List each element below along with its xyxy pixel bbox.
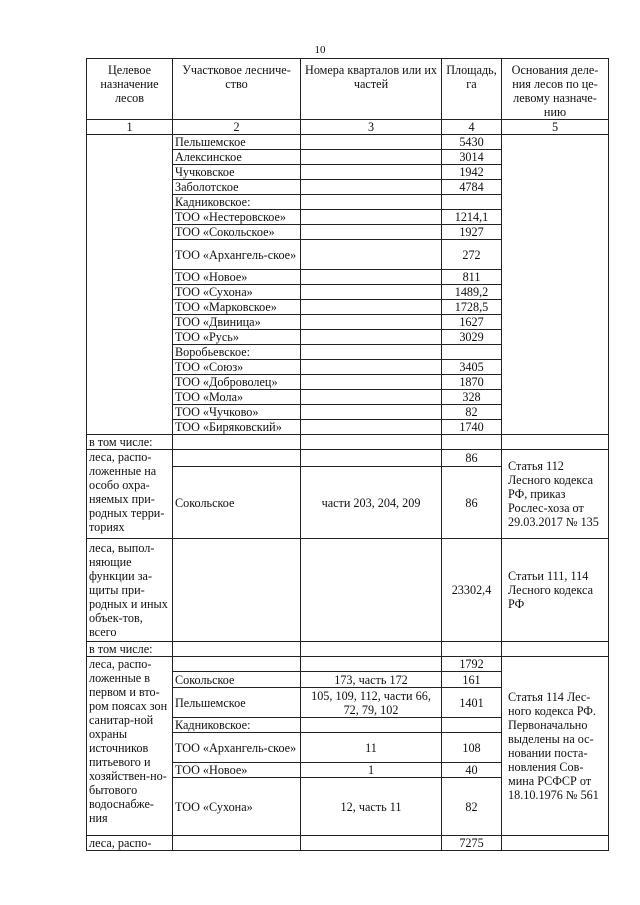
area-cell <box>442 718 502 733</box>
area-cell: 811 <box>442 270 502 285</box>
area-cell <box>442 345 502 360</box>
header-forestry: Участковое лесниче-ство <box>173 59 301 120</box>
forestry-cell: Кадниковское: <box>173 718 301 733</box>
area-cell: 328 <box>442 390 502 405</box>
forestry-cell: ТОО «Архангель-ское» <box>173 240 301 270</box>
forestry-cell: Воробьевское: <box>173 345 301 360</box>
forest-purpose-table <box>86 58 609 851</box>
purpose-cell-empty <box>87 135 173 435</box>
area-cell: 1728,5 <box>442 300 502 315</box>
area-cell: 1214,1 <box>442 210 502 225</box>
forestry-cell: ТОО «Мола» <box>173 390 301 405</box>
col-number: 5 <box>502 120 609 135</box>
forestry-cell: ТОО «Чучково» <box>173 405 301 420</box>
forestry-cell: ТОО «Новое» <box>173 270 301 285</box>
area-cell: 272 <box>442 240 502 270</box>
forestry-cell: ТОО «Нестеровское» <box>173 210 301 225</box>
area-cell: 1489,2 <box>442 285 502 300</box>
purpose-cell: леса, распо-ложенные в первом и вто-ром поясах зон санитар-ной охраны источников питьевого и хозяйствен-но-бытового водоснабже-ния <box>87 657 173 836</box>
forestry-cell: Чучковское <box>173 165 301 180</box>
area-cell: 1740 <box>442 420 502 435</box>
area-cell: 1401 <box>442 688 502 718</box>
forestry-cell: ТОО «Сухона» <box>173 778 301 836</box>
header-basis: Основания деле-ния лесов по це-левому назначе-нию <box>502 59 609 120</box>
table-row <box>87 539 609 642</box>
table-row <box>87 450 609 467</box>
purpose-cell: леса, выпол-няющие функции за-щиты при-родных и иных объек-тов, всего <box>87 539 173 642</box>
basis-cell: Статьи 111, 114 Лесного кодекса РФ <box>502 539 609 642</box>
forestry-cell: Сокольское <box>173 467 301 539</box>
forestry-cell: ТОО «Сокольское» <box>173 225 301 240</box>
area-cell: 40 <box>442 763 502 778</box>
including-label: в том числе: <box>87 642 173 657</box>
col-number: 2 <box>173 120 301 135</box>
quarters-cell: 12, часть 11 <box>301 778 442 836</box>
forestry-cell: ТОО «Марковское» <box>173 300 301 315</box>
quarters-cell: 105, 109, 112, части 66, 72, 79, 102 <box>301 688 442 718</box>
quarters-cell: 173, часть 172 <box>301 672 442 688</box>
forestry-cell: Алексинское <box>173 150 301 165</box>
including-label: в том числе: <box>87 435 173 450</box>
quarters-cell: 11 <box>301 733 442 763</box>
area-cell: 82 <box>442 405 502 420</box>
area-cell: 7275 <box>442 836 502 851</box>
forestry-cell: ТОО «Новое» <box>173 763 301 778</box>
quarters-cell: 1 <box>301 763 442 778</box>
forestry-cell: ТОО «Союз» <box>173 360 301 375</box>
area-cell: 1942 <box>442 165 502 180</box>
table-row <box>87 135 609 150</box>
forestry-cell: ТОО «Биряковский» <box>173 420 301 435</box>
quarters-cell <box>301 718 442 733</box>
area-cell: 86 <box>442 450 502 467</box>
forestry-cell: ТОО «Сухона» <box>173 285 301 300</box>
forestry-cell: ТОО «Двиница» <box>173 315 301 330</box>
area-cell: 1792 <box>442 657 502 672</box>
header-area: Площадь, га <box>442 59 502 120</box>
area-cell: 23302,4 <box>442 539 502 642</box>
area-cell: 161 <box>442 672 502 688</box>
header-purpose: Целевое назначение лесов <box>87 59 173 120</box>
area-cell <box>442 195 502 210</box>
table-row <box>87 657 609 672</box>
area-cell: 86 <box>442 467 502 539</box>
forestry-cell: ТОО «Архангель-ское» <box>173 733 301 763</box>
col-number: 3 <box>301 120 442 135</box>
forestry-cell: Сокольское <box>173 672 301 688</box>
forestry-cell: Пельшемское <box>173 135 301 150</box>
purpose-cell: леса, распо-ложенные на особо охра-няемых при-родных терри-ториях <box>87 450 173 539</box>
area-cell: 82 <box>442 778 502 836</box>
area-cell: 5430 <box>442 135 502 150</box>
purpose-cell: леса, распо- <box>87 836 173 851</box>
table-row <box>87 435 609 450</box>
col-number: 4 <box>442 120 502 135</box>
page-number: 10 <box>314 44 326 56</box>
quarters-cell: части 203, 204, 209 <box>301 467 442 539</box>
area-cell: 3029 <box>442 330 502 345</box>
area-cell: 1927 <box>442 225 502 240</box>
forestry-cell: Пельшемское <box>173 688 301 718</box>
area-cell: 1627 <box>442 315 502 330</box>
forestry-cell: Заболотское <box>173 180 301 195</box>
area-cell: 4784 <box>442 180 502 195</box>
table-header-row <box>87 59 609 120</box>
area-cell: 1870 <box>442 375 502 390</box>
basis-cell: Статья 114 Лес-ного кодекса РФ. Первоначально выделены на ос-новании поста-новления Сов-мина РСФСР от 18.10.1976 № 561 <box>502 657 609 836</box>
forestry-cell: ТОО «Русь» <box>173 330 301 345</box>
area-cell: 108 <box>442 733 502 763</box>
basis-cell: Статья 112 Лесного кодекса РФ, приказ Рослес-хоза от 29.03.2017 № 135 <box>502 450 609 539</box>
forestry-cell: ТОО «Доброволец» <box>173 375 301 390</box>
basis-cell-empty <box>502 135 609 435</box>
forestry-cell: Кадниковское: <box>173 195 301 210</box>
col-number: 1 <box>87 120 173 135</box>
header-quarters: Номера кварталов или их частей <box>301 59 442 120</box>
area-cell: 3405 <box>442 360 502 375</box>
table-row <box>87 836 609 851</box>
area-cell: 3014 <box>442 150 502 165</box>
column-number-row <box>87 120 609 135</box>
table-row <box>87 642 609 657</box>
